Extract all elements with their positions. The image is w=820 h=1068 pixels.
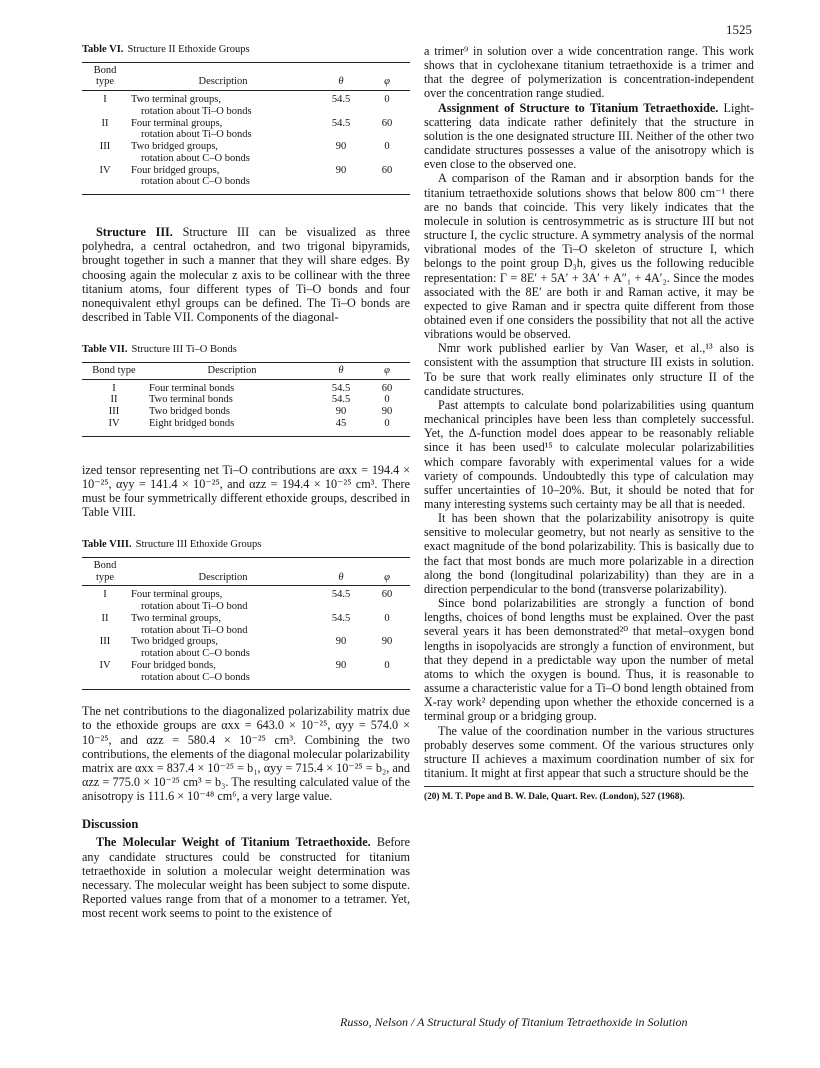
cell-type: III: [108, 406, 120, 418]
cell-desc: [128, 118, 318, 142]
table8-caption: [82, 539, 410, 552]
cell-desc: [128, 613, 318, 637]
paragraph-anisotropy: It has been shown that the polarizability anisotropy is quite sensitive to molecular geometry, but not nearly as sensitive to the exact magnitude of the bond polarizability. This is basically due to the fact that most bonds are much more polarizable in a direction along the bond (longitudinal polarizability) than they are in a direction perpendicular to the bond (transverse polarizability).: [424, 511, 754, 596]
cell-phi: 60: [381, 117, 393, 129]
table-row: [82, 379, 410, 394]
desc-line1: Two terminal groups,: [131, 612, 221, 624]
cell-type: IV: [82, 418, 146, 436]
table6-caption-label: Table VI.: [82, 44, 124, 55]
molecular-weight-runin: The Molecular Weight of Titanium Tetraethoxide.: [96, 835, 371, 850]
cell-phi: 0: [364, 418, 410, 436]
table7-header-phi: φ: [364, 362, 410, 379]
cell-phi: 90: [381, 406, 393, 418]
desc-line1: Two bridged groups,: [131, 636, 219, 648]
desc-line2: rotation about C–O bonds: [141, 152, 250, 164]
table7-caption-title: Structure III Ti–O Bonds: [131, 344, 237, 356]
paragraph-assignment: [424, 101, 754, 172]
structure-iii-text: Structure III can be visualized as three polyhedra, a central octahedron, and two trigonal bipyramids, brought together in such a manner that they will share edges. By choosing again the molecular z axis to be collinear with the three titanium atoms, four different types of Ti–O bonds and four nonequivalent ethyl groups can be defined. The Ti–O bonds are described in Table VII. Components of the diagonal-: [82, 225, 410, 325]
table6: [82, 62, 410, 196]
desc-line1: Four terminal groups,: [131, 117, 223, 129]
cell-desc: Two terminal bonds: [149, 394, 233, 406]
right-column: [424, 44, 754, 802]
desc-line2: rotation about Ti–O bonds: [141, 129, 252, 141]
cell-type: III: [99, 141, 111, 153]
table-row: [82, 660, 410, 690]
table6-header-phi: φ: [364, 62, 410, 91]
cell-theta: 54.5: [331, 94, 351, 106]
table8-caption-label: Table VIII.: [82, 539, 132, 551]
paragraph-structure-iii: [82, 225, 410, 324]
cell-desc: [128, 636, 318, 660]
cell-phi: 0: [384, 612, 390, 624]
desc-line1: Two terminal groups,: [131, 94, 221, 106]
table-row: [82, 586, 410, 613]
table7: [82, 362, 410, 437]
cell-type: I: [103, 589, 107, 601]
structure-iii-runin: Structure III.: [96, 225, 173, 240]
cell-desc: [128, 91, 318, 118]
cell-theta: 90: [318, 660, 364, 690]
table6-header-theta: θ: [318, 62, 364, 91]
table7-header-desc: Description: [146, 362, 318, 379]
cell-desc: [128, 165, 318, 195]
paragraph-bond-lengths: Since bond polarizabilities are strongly a function of bond lengths, choices of bond lengths must be explained. Over the past several years it has been demonstrated²⁰ that metal–oxygen bond lengths in isopolyacids are strongly a function of environment, but that they depend in a predictable way upon the number of metal atoms to which the oxygen is bound. Thus, it is reasonable to assume a characteristic value for a Ti–O bond length obtained from X-ray work² depending upon whether the ethoxide concerned is a terminal group or a bridging group.: [424, 596, 754, 724]
paragraph-molecular-weight: [82, 835, 410, 920]
table6-header-type: Bond type: [82, 62, 128, 91]
table7-caption: [82, 344, 410, 357]
cell-desc: Four terminal bonds: [149, 382, 235, 394]
cell-phi: 0: [384, 394, 390, 406]
table7-header-theta: θ: [318, 362, 364, 379]
cell-type: IV: [82, 165, 128, 195]
table-row: [82, 165, 410, 195]
paragraph-nmr: Nmr work published earlier by Van Waser, et al.,¹³ also is consistent with the assumption that structure III exists in solution. To be sure that work really eliminates only structure II of the candidate structures.: [424, 341, 754, 398]
table-row: [82, 636, 410, 660]
table-row: [82, 406, 410, 418]
cell-type: IV: [82, 660, 128, 690]
cell-theta: 54.5: [331, 117, 351, 129]
cell-theta: 54.5: [331, 382, 351, 394]
running-footer: Russo, Nelson / A Structural Study of Titanium Tetraethoxide in Solution: [340, 1015, 688, 1029]
table8: [82, 557, 410, 691]
table-row: [82, 418, 410, 436]
table8-header-theta: θ: [318, 557, 364, 586]
cell-theta: 90: [335, 636, 347, 648]
paragraph-raman: A comparison of the Raman and ir absorption bands for the titanium tetraethoxide solutions shows that below 800 cm⁻¹ there are no bands that coincide. This very likely indicates that the molecule in solution is centrosymmetric as is structure III but not structure I, the cyclic structure. A symmetry analysis of the normal vibrational modes of the Ti–O skeleton of structure I, which belongs to the point group D₃h, gives us the following reducible representation: Γ = 8E′ + 5A′ + 3A′ + A″₁ + 4A′₂. Since the modes associated with the 8E′ are both ir and Raman active, it may be expected to give Raman and ir spectra quite different from those obtained even if one considers the possibility that not all the active vibrations would be observed.: [424, 171, 754, 342]
cell-desc: Two bridged bonds: [149, 406, 230, 418]
table6-caption: [82, 44, 410, 57]
desc-line2: rotation about C–O bonds: [141, 648, 250, 659]
discussion-heading: Discussion: [82, 817, 139, 832]
table7-header-type: Bond type: [82, 362, 146, 379]
table8-header-desc: Description: [128, 557, 318, 586]
cell-type: II: [101, 117, 109, 129]
table6-header-desc: Description: [128, 62, 318, 91]
table-row: [82, 91, 410, 118]
desc-line2: rotation about Ti–O bond: [141, 624, 248, 636]
cell-desc: [128, 660, 318, 690]
table8-header-phi: φ: [364, 557, 410, 586]
cell-desc: [128, 141, 318, 165]
paragraph-past-attempts: Past attempts to calculate bond polarizabilities using quantum mechanical principles have been less than completely successful. Yet, the Δ-function model does appear to be reasonably reliable since it has been used¹⁵ to calculate molecular polarizabilities which compare favorably with experimental values for a wide variety of compounds. Undoubtedly this type of calculation may suffer uncertainties of 10–20%. But, it should be noted that for many interesting systems such certainty may be all that is needed.: [424, 397, 754, 511]
cell-type: I: [112, 382, 116, 394]
cell-theta: 45: [318, 418, 364, 436]
cell-theta: 54.5: [331, 589, 351, 601]
desc-line2: rotation about C–O bonds: [141, 176, 250, 188]
cell-theta: 90: [318, 165, 364, 195]
paragraph-trimer: a trimer⁹ in solution over a wide concentration range. This work shows that in cyclohexane titanium tetraethoxide is a trimer and that the degree of polymerization is concentration-independent over the concentration range studied.: [424, 44, 754, 101]
cell-type: II: [110, 394, 118, 406]
cell-phi: 60: [381, 589, 393, 601]
desc-line1: Four bridged groups,: [131, 164, 220, 176]
cell-phi: 0: [384, 141, 390, 153]
cell-theta: 54.5: [331, 612, 351, 624]
assignment-text: Light-scattering data indicate rather definitely that the structure in solution is the one designated structure III. Neither of the other two candidate structures possesses a value of the anisotropy which is even close to the observed one.: [424, 100, 754, 172]
desc-line2: rotation about C–O bonds: [141, 671, 250, 683]
cell-type: III: [99, 636, 111, 648]
table-row: [82, 394, 410, 406]
cell-type: II: [101, 612, 109, 624]
table-row: [82, 118, 410, 142]
table7-caption-label: Table VII.: [82, 344, 128, 356]
table8-header-type: Bond type: [82, 557, 128, 586]
cell-phi: 90: [381, 636, 393, 648]
cell-theta: 54.5: [331, 394, 351, 406]
desc-line1: Four bridged bonds,: [131, 659, 216, 671]
cell-phi: 60: [381, 382, 393, 394]
cell-phi: 0: [364, 660, 410, 690]
cell-type: I: [103, 94, 107, 106]
left-column: [82, 44, 410, 920]
desc-line1: Two bridged groups,: [131, 141, 219, 153]
desc-line1: Four terminal groups,: [131, 589, 223, 601]
desc-line2: rotation about Ti–O bond: [141, 601, 248, 612]
molecular-weight-text: Before any candidate structures could be constructed for titanium tetraethoxide in solution a molecular weight determination was necessary. The molecular weight has been subject to some dispute. Reported values range from that of a monomer to a tetramer. Yet, most recent work seems to point to the existence of: [82, 835, 410, 921]
paragraph-tensor: ized tensor representing net Ti–O contributions are αxx = 194.4 × 10⁻²⁵, αyy = 141.4 × 10⁻²⁵, and αzz = 194.4 × 10⁻²⁵ cm³. There must be four symmetrically different ethoxide groups, described in Table VIII.: [82, 462, 410, 519]
footnote-divider: [424, 786, 754, 787]
assignment-runin: Assignment of Structure to Titanium Tetraethoxide.: [438, 100, 719, 115]
table-row: [82, 141, 410, 165]
cell-desc: [128, 586, 318, 613]
page-number: 1525: [726, 22, 752, 37]
cell-theta: 90: [335, 141, 347, 153]
table-row: [82, 613, 410, 637]
table8-caption-title: Structure III Ethoxide Groups: [135, 539, 262, 551]
cell-phi: 60: [364, 165, 410, 195]
paragraph-coordination: The value of the coordination number in the various structures probably deserves some comment. Of the various structures only structure II achieves a maximum coordination number of six for titanium. It might at first appear that such a structure should be the: [424, 723, 754, 780]
desc-line2: rotation about Ti–O bonds: [141, 105, 252, 117]
cell-theta: 90: [335, 406, 347, 418]
cell-desc: Eight bridged bonds: [146, 418, 318, 436]
footnote-20: (20) M. T. Pope and B. W. Dale, Quart. Rev. (London), 527 (1968).: [424, 792, 685, 803]
paragraph-net-contributions: The net contributions to the diagonalized polarizability matrix due to the ethoxide groups are αxx = 643.0 × 10⁻²⁵, αyy = 574.0 × 10⁻²⁵, and αzz = 580.4 × 10⁻²⁵ cm³. Combining the two contributions, the elements of the diagonal molecular polarizability matrix are αxx = 837.4 × 10⁻²⁵ = b₁, αyy = 715.4 × 10⁻²⁵ = b₂, and αzz = 775.0 × 10⁻²⁵ cm³ = b₃. The resulting calculated value of the anisotropy is 111.6 × 10⁻⁴⁸ cm⁶, a very large value.: [82, 704, 410, 804]
cell-phi: 0: [384, 94, 390, 106]
table6-caption-title: Structure II Ethoxide Groups: [127, 44, 250, 55]
